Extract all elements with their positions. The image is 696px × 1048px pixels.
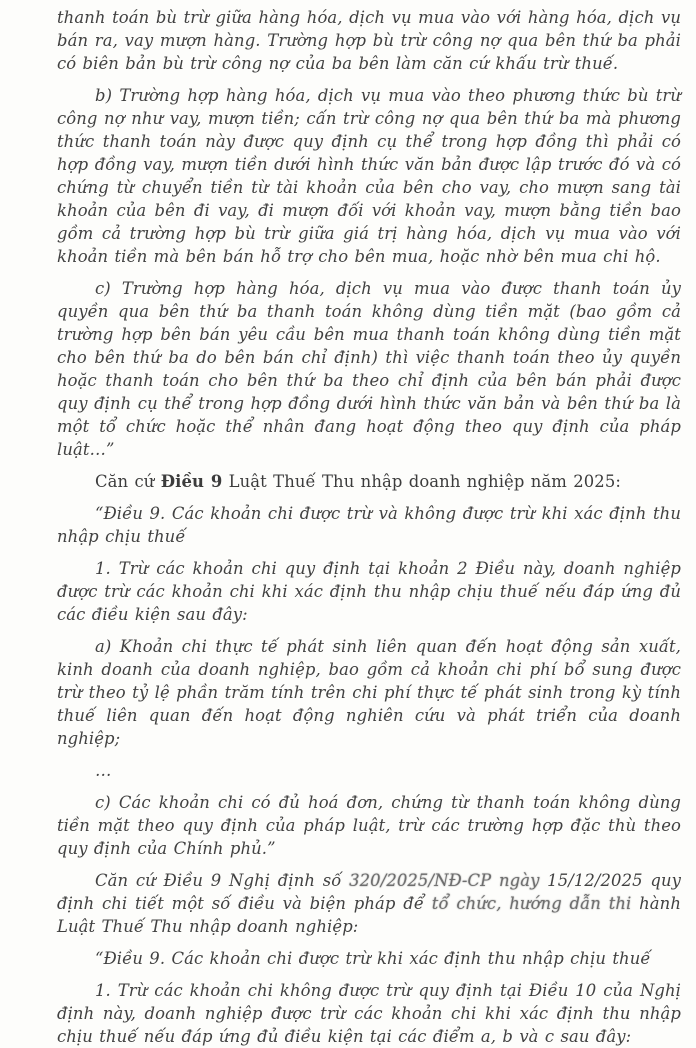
paragraph-citation-law-2025 [57, 470, 681, 493]
paragraph-point-c-law: c) Các khoản chi có đủ hoá đơn, chứng từ thanh toán không dùng tiền mặt theo quy định của pháp luật, trừ các trường hợp đặc thù theo quy định của Chính phủ.” [57, 793, 681, 858]
paragraph-point-b: b) Trường hợp hàng hóa, dịch vụ mua vào theo phương thức bù trừ công nợ như vay, mượn tiền; cấn trừ công nợ qua bên thứ ba mà phương thức thanh toán này được quy định cụ thể trong hợp đồng thì phải có hợp đồng vay, mượn tiền dưới hình thức văn bản được lập trước đó và có chứng từ chuyển tiền từ tài khoản của bên cho vay, cho mượn sang tài khoản của bên đi vay, đi mượn đối với khoản vay, mượn bằng tiền bao gồm cả trường hợp bù trừ giữa giá trị hàng hóa, dịch vụ mua vào với khoản tiền mà bên bán hỗ trợ cho bên mua, hoặc nhờ bên mua chi hộ. [57, 86, 681, 266]
paragraph-point-a-law: a) Khoản chi thực tế phát sinh liên quan đến hoạt động sản xuất, kinh doanh của doanh nghiệp, bao gồm cả khoản chi phí bổ sung được trừ theo tỷ lệ phần trăm tính trên chi phí thực tế phát sinh trong kỳ tính thuế liên quan đến hoạt động nghiên cứu và phát triển của doanh nghiệp; [57, 637, 681, 748]
paragraph-offset-clearing-continuation: thanh toán bù trừ giữa hàng hóa, dịch vụ mua vào với hàng hóa, dịch vụ bán ra, vay mượn hàng. Trường hợp bù trừ công nợ qua bên thứ ba phải có biên bản bù trừ công nợ của ba bên làm căn cứ khấu trừ thuế. [57, 8, 681, 73]
citation-decree-segment-2: 15/12/2025 quy định chi tiết một số điều và biện pháp để [57, 871, 681, 913]
paragraph-article9-decree-heading: “Điều 9. Các khoản chi được trừ khi xác định thu nhập chịu thuế [95, 949, 651, 968]
paragraph-clause1-law: 1. Trừ các khoản chi quy định tại khoản 2 Điều này, doanh nghiệp được trừ các khoản chi khi xác định thu nhập chịu thuế nếu đáp ứng đủ các điều kiện sau đây: [57, 559, 681, 624]
citation-law-article-number: Điều 9 [160, 472, 223, 491]
paragraph-ellipsis: … [95, 761, 112, 780]
paragraph-citation-decree [57, 869, 681, 938]
paragraph-point-c: c) Trường hợp hàng hóa, dịch vụ mua vào được thanh toán ủy quyền qua bên thứ ba thanh toán không dùng tiền mặt (bao gồm cả trường hợp bên bán yêu cầu bên mua thanh toán không dùng tiền mặt cho bên thứ ba do bên bán chỉ định) thì việc thanh toán theo ủy quyền hoặc thanh toán cho bên thứ ba theo chỉ định của bên bán phải được quy định cụ thể trong hợp đồng dưới hình thức văn bản và bên thứ ba là một tổ chức hoặc thể nhân đang hoạt động theo quy định của pháp luật…” [57, 279, 681, 459]
paragraph-article9-law-heading: “Điều 9. Các khoản chi được trừ và không được trừ khi xác định thu nhập chịu thuế [57, 504, 681, 546]
citation-decree-segment-1: Căn cứ Điều 9 Nghị định số [95, 871, 350, 890]
citation-law-suffix: Luật Thuế Thu nhập doanh nghiệp năm 2025: [222, 472, 621, 491]
citation-decree-smudged-2: tổ chức, hướng dẫn thi [431, 894, 632, 913]
citation-decree-number-smudged: 320/2025/NĐ-CP ngày [349, 871, 540, 890]
paragraph-clause1-decree: 1. Trừ các khoản chi không được trừ quy định tại Điều 10 của Nghị định này, doanh nghiệp được trừ các khoản chi khi xác định thu nhập chịu thuế nếu đáp ứng đủ điều kiện tại các điểm a, b và c sau đây: [57, 981, 681, 1046]
citation-decree-segment-3: hành Luật Thuế Thu nhập doanh nghiệp: [57, 894, 681, 936]
citation-law-prefix: Căn cứ [95, 472, 161, 491]
